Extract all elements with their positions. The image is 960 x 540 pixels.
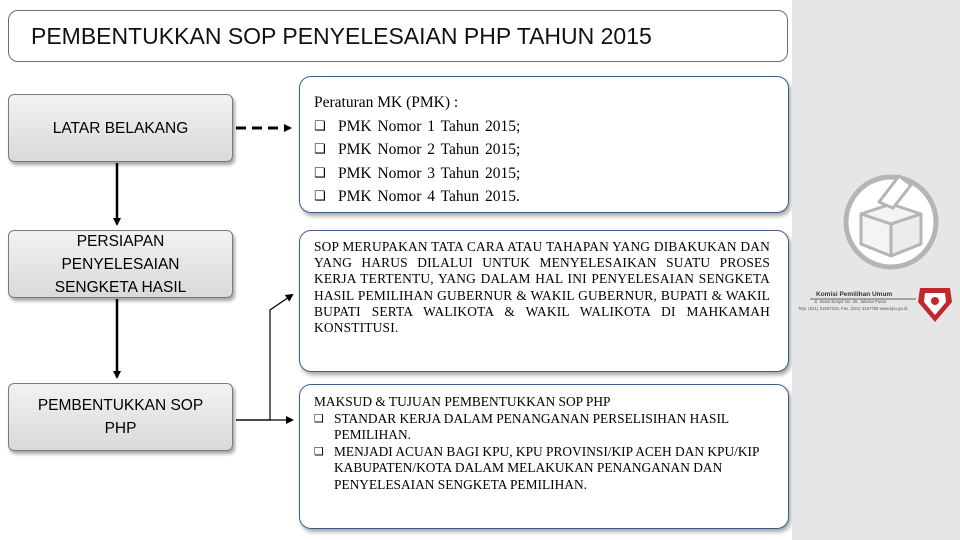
list-item (314, 115, 774, 139)
pmk-heading: Peraturan MK (PMK) : (314, 94, 459, 111)
box-label-line: LATAR BELAKANG (52, 119, 189, 137)
box-label-line: SENGKETA HASIL (54, 278, 187, 296)
purpose-item-text: MENJADI ACUAN BAGI KPU, KPU PROVINSI/KIP ACEH DAN KPU/KIP KABUPATEN/KOTA DALAM MELAKUKAN PENANGANAN DAN PENYELESAIAN SENGKETA PEMILIHAN. (334, 443, 759, 492)
sop-definition-box (299, 230, 789, 372)
kpu-address-line: Jl. Imam Bonjol No. 29, Jakarta Pusat (814, 299, 886, 304)
pmk-item-text: PMK Nomor 2 Tahun 2015; (338, 141, 521, 158)
list-item (314, 138, 774, 162)
kpu-address-line: Telp. (021) 31937223, Fax. (021) 3157759 www.kpu.go.id (798, 306, 908, 311)
box-label-line: PHP (104, 420, 137, 437)
purpose-heading: MAKSUD & TUJUAN PEMBENTUKKAN SOP PHP (314, 394, 611, 409)
kpu-org-name: Komisi Pemilihan Umum (816, 291, 893, 298)
purpose-item-text: STANDAR KERJA DALAM PENANGANAN PERSELISIHAN HASIL PEMILIHAN. (334, 410, 729, 443)
list-item (314, 444, 774, 494)
checkbox-bullet-icon: ❑ (314, 189, 326, 204)
checkbox-bullet-icon: ❑ (314, 118, 326, 134)
list-item (314, 411, 774, 444)
checkbox-bullet-icon: ❑ (314, 165, 326, 181)
checkbox-bullet-icon: ❑ (314, 444, 324, 458)
sop-definition-text: SOP MERUPAKAN TATA CARA ATAU TAHAPAN YANG DIBAKUKAN DAN YANG HARUS DILALUI UNTUK MENYELESAIKAN SUATU PROSES KERJA TERTENTU, YANG DALAM HAL INI PENYELESAIAN SENGKETA HASIL PEMILIHAN GUBERNUR & WAKIL GUBERNUR, BUPATI & WAKIL BUPATI SERTA WALIKOTA & WAKIL WALIKOTA DI MAHKAMAH KONSTITUSI. (314, 239, 770, 336)
ballot-box-logo-icon (841, 172, 941, 272)
box-label-line: PERSIAPAN (76, 232, 165, 250)
checkbox-bullet-icon: ❑ (314, 142, 326, 157)
kpu-branding (796, 284, 956, 326)
box-label-line: PEMBENTUKKAN SOP (37, 397, 204, 414)
list-item (314, 185, 774, 209)
pmk-box (299, 76, 789, 213)
purpose-box (299, 384, 789, 529)
pmk-item-text: PMK Nomor 1 Tahun 2015; (338, 117, 521, 135)
box-label-line: PENYELESAIAN (61, 255, 180, 273)
pmk-item-text: PMK Nomor 3 Tahun 2015; (338, 164, 521, 182)
checkbox-bullet-icon: ❑ (314, 411, 324, 425)
arrow-to-sop-definition (236, 295, 292, 420)
page-title: PEMBENTUKKAN SOP PENYELESAIAN PHP TAHUN 2015 (31, 22, 652, 49)
pmk-item-text: PMK Nomor 4 Tahun 2015. (338, 188, 520, 205)
list-item (314, 162, 774, 186)
